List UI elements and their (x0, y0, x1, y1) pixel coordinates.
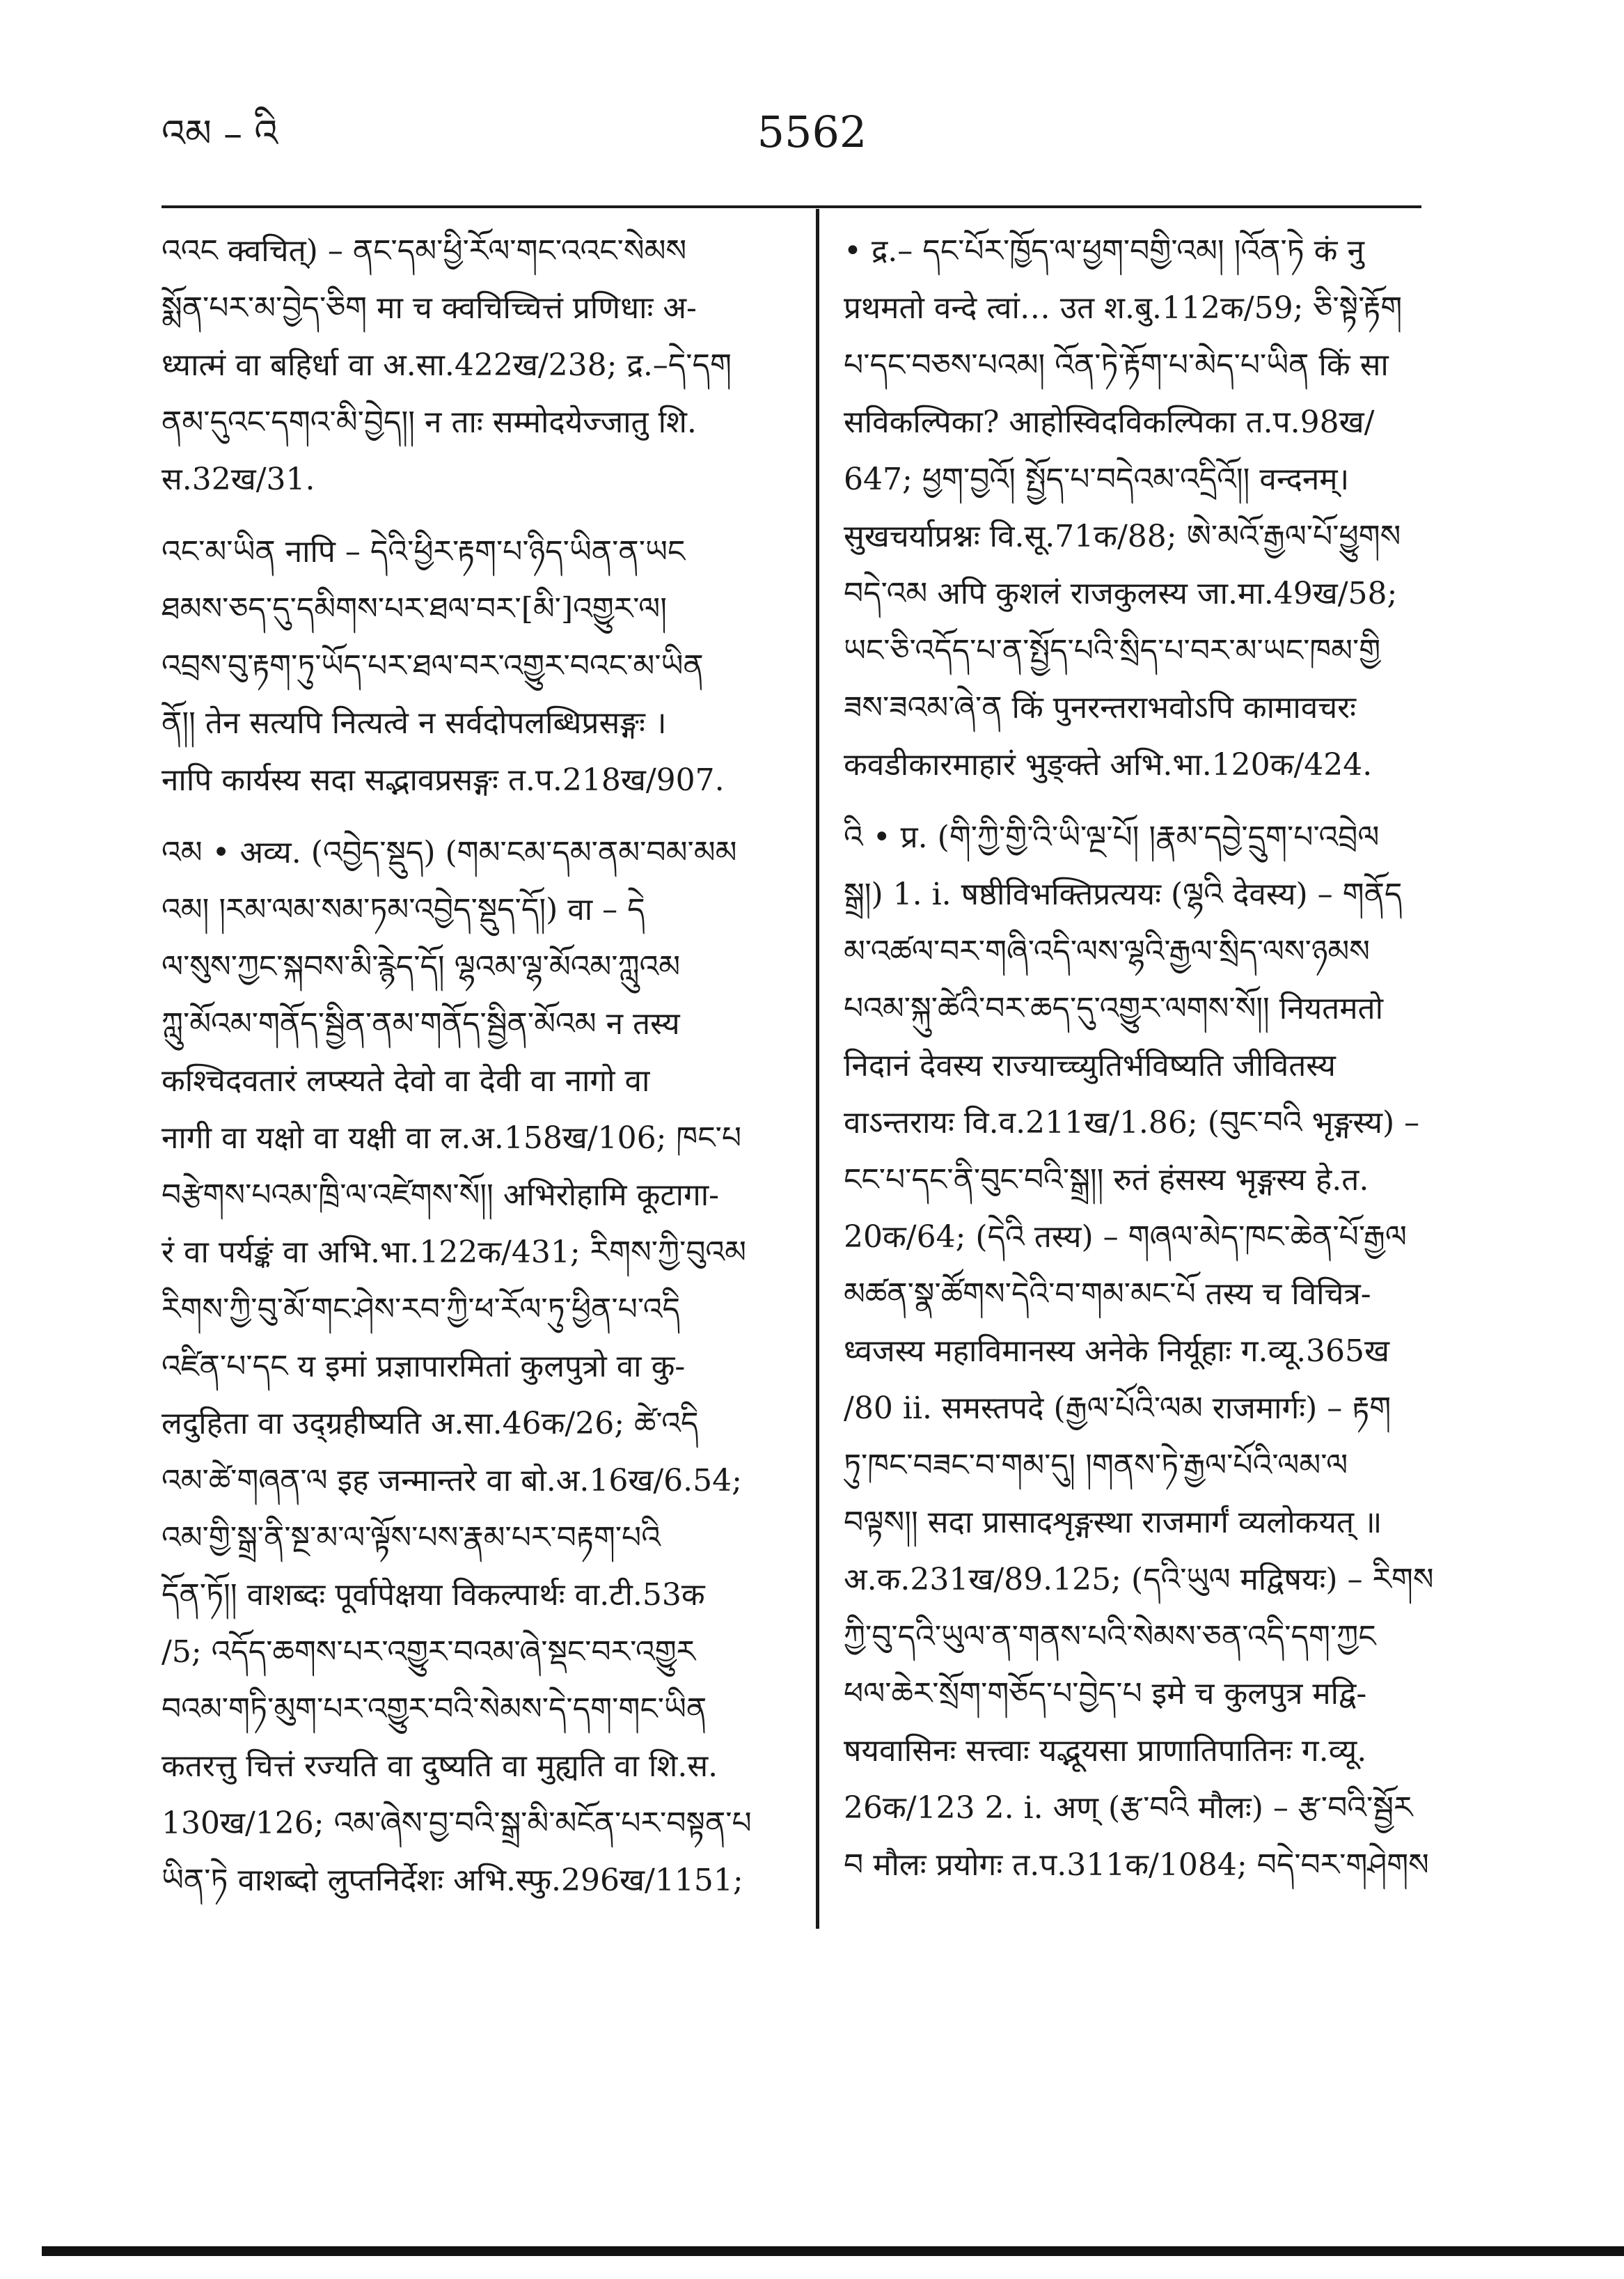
text-line: འཛིན་པ་དང य इमां प्रज्ञापारमितां कुलपुत्रो वा कु- (161, 1349, 686, 1384)
text-line: वाऽन्तरायः वि.व.211ख/1.86; (བུང་བའི भृङ्गस्य) – (844, 1105, 1420, 1141)
entry-paragraph (161, 223, 819, 508)
text-line: /5; འདོད་ཆགས་པར་འགྱུར་བའམ་ཞེ་སྡང་བར་འགྱུར (161, 1634, 696, 1670)
text-line: ཡང་ཅི་འདོད་པ་ན་སྤྱོད་པའི་སྲིད་པ་བར་མ་ཡང་ཁམ་གྱི (844, 633, 1381, 668)
text-line: སྨོན་པར་མ་བྱེད་ཅིག मा च क्वचिच्चित्तं प्रणिधाः अ- (161, 290, 697, 326)
text-line: ཕལ་ཆེར་སྲོག་གཅོད་པ་བྱེད་པ इमे च कुलपुत्र मद्वि- (844, 1676, 1367, 1712)
text-line: ལ་སུས་ཀྱང་སྐབས་མི་རྙེད་དོ། ལྷའམ་ལྷ་མོའམ་ཀླུའམ (161, 949, 681, 985)
paragraph-gap (161, 809, 819, 824)
running-head: འམ – འི (161, 111, 278, 155)
entry-paragraph (161, 824, 819, 1909)
text-line: བ मौलः प्रयोगः त.प.311क/1084; བདེ་བར་གཤེགས (844, 1847, 1429, 1883)
text-line: 647; ཕྱག་བྱའོ། སྤྱོད་པ་བདེའམ་འདྲིའོ།། वन्दनम्। (844, 462, 1350, 497)
text-line: བའམ་གཏི་མུག་པར་འགྱུར་བའི་སེམས་དེ་དག་གང་ཡིན (161, 1691, 707, 1727)
text-line: प्रथमतो वन्दे त्वां… उत श.बु.112क/59; ཅི་སྟེ་རྟོག (844, 290, 1403, 326)
text-line: नापि कार्यस्य सदा सद्भावप्रसङ्गः त.प.218ख/907. (161, 762, 725, 798)
entry-paragraph (161, 524, 819, 809)
text-line: 26क/123 2. i. अण् (རྩ་བའི मौलः) – རྩ་བའི་སྦྱོར (844, 1790, 1413, 1826)
text-line: स.32ख/31. (161, 462, 315, 497)
text-line: སྒྲ།) 1. i. षष्ठीविभक्तिप्रत्ययः (ལྷའི देवस्य) – གནོད (844, 877, 1403, 912)
text-line: ནམ་དུའང་དགའ་མི་བྱེད།། न ताः सम्मोदयेज्जातु शि. (161, 405, 697, 440)
text-line: कतरत्तु चित्तं रज्यति वा दुष्यति वा मुह्यति वा शि.स. (161, 1748, 718, 1784)
headword-line: འི • प्र. (གི་ཀྱི་གྱི་འི་ཡི་ལྔ་པོ། །རྣམ་དབྱེ་དྲུག་པ་འབྲེལ (844, 820, 1380, 855)
text-line: བདེ་འམ अपि कुशलं राजकुलस्य जा.मा.49ख/58; (844, 576, 1398, 611)
text-line: 130ख/126; འམ་ཞེས་བྱ་བའི་སྒྲ་མི་མངོན་པར་བསྟན་པ (161, 1806, 752, 1841)
text-line: कवडीकारमाहारं भुङ्क्ते अभि.भा.120क/424. (844, 747, 1373, 783)
text-line: षयवासिनः सत्त्वाः यद्भूयसा प्राणातिपातिनः ग.व्यू. (844, 1733, 1367, 1769)
text-line: कश्चिदवतारं लप्स्यते देवो वा देवी वा नागो वा (161, 1063, 650, 1099)
text-line: ཀྱི་བུ་དའི་ཡུལ་ན་གནས་པའི་སེམས་ཅན་འདི་དག་ཀྱང (844, 1619, 1376, 1654)
text-line: འམ། །རམ་ལམ་སམ་ཏམ་འབྱེད་སྡུད་དོ།) वा – དེ (161, 892, 645, 927)
bottom-rule (42, 2246, 1624, 2256)
text-line: འའང क्वचित्) – ནང་དམ་ཕྱི་རོལ་གང་འའང་སེམས (161, 233, 687, 269)
text-line: ཀླུ་མོའམ་གནོད་སྦྱིན་ནམ་གནོད་སྦྱིན་མོའམ न तस्य (161, 1006, 680, 1042)
text-line: བལྟས།། सदा प्रासादशृङ्गस्था राजमार्गं व्यलोकयत् ॥ (844, 1505, 1382, 1540)
text-line: अ.क.231ख/89.125; (དའི་ཡུལ मद्विषयः) – རིགས (844, 1562, 1434, 1597)
text-line: • द्र.– དང་པོར་ཁྱོད་ལ་ཕྱག་བགྱི་འམ། །འོན་ཏེ कं नु (844, 233, 1364, 269)
text-line: འང་མ་ཡིན नापि – དེའི་ཕྱིར་རྟག་པ་ཉིད་ཡིན་ན་ཡང (161, 534, 686, 570)
text-line: निदानं देवस्य राज्याच्च्युतिर्भविष्यति जीवितस्य (844, 1048, 1336, 1083)
text-line: རིགས་ཀྱི་བུ་མོ་གང་ཤེས་རབ་ཀྱི་ཕ་རོལ་ཏུ་ཕྱིན་པ་འདི (161, 1292, 680, 1327)
text-line: नागी वा यक्षो वा यक्षी वा ल.अ.158ख/106; ཁང་པ (161, 1120, 742, 1156)
text-line: དོན་ཏོ།། वाशब्दः पूर्वापेक्षया विकल्पार्थः वा.टी.53क (161, 1577, 705, 1613)
text-line: ངང་པ་དང་ནི་བུང་བའི་སྒྲ།། रुतं हंसस्य भृङ्गस्य हे.त. (844, 1162, 1369, 1198)
text-line: འབྲས་བུ་རྟག་ཏུ་ཡོད་པར་ཐལ་བར་འགྱུར་བའང་མ་ཡིན (161, 648, 704, 684)
text-line: མཚན་སྣ་ཚོགས་དེའི་བ་གམ་མང་པོ तस्य च विचित्र- (844, 1276, 1371, 1312)
text-line: /80 ii. समस्तपदे (རྒྱལ་པོའི་ལམ राजमार्गः) – རྟག (844, 1391, 1392, 1426)
paragraph-gap (844, 794, 1501, 809)
text-line: འམ་ཚེ་གཞན་ལ इह जन्मान्तरे वा बो.अ.16ख/6.54; (161, 1463, 742, 1498)
text-line: रं वा पर्यङ्कं वा अभि.भा.122क/431; རིགས་ཀྱི་བུའམ (161, 1235, 747, 1270)
header-rule (161, 205, 1421, 208)
text-line: ཏུ་ཁང་བཟང་བ་གམ་དུ། །གནས་ཏེ་རྒྱལ་པོའི་ལམ་ལ (844, 1448, 1348, 1483)
text-line: ཐམས་ཅད་དུ་དམིགས་པར་ཐལ་བར་[མི་]འགྱུར་ལ། (161, 591, 668, 627)
text-line: འམ་གྱི་སྒྲ་ནི་སྔ་མ་ལ་ལྟོས་པས་རྣམ་པར་བརྟག་པའི (161, 1520, 661, 1556)
text-line: ནོ།། तेन सत्यपि नित्यत्वे न सर्वदोपलब्धिप्रसङ्गः । (161, 705, 667, 741)
text-line: མ་འཚལ་བར་གཞི་འདི་ལས་ལྷའི་རྒྱལ་སྲིད་ལས་ཉམས (844, 934, 1370, 969)
text-line: ཡིན་ཏེ वाशब्दो लुप्तनिर्देशः अभि.स्फु.296ख/1151; (161, 1863, 743, 1898)
text-line: सुखचर्याप्रश्नः वि.सू.71क/88; ཨེ་མའོ་རྒྱལ་པོ་ཕྱུགས (844, 519, 1401, 554)
text-line: ध्वजस्य महाविमानस्य अनेके निर्यूहाः ग.व्यू.365ख (844, 1333, 1390, 1369)
text-line: 20क/64; (དེའི तस्य) – གཞལ་མེད་ཁང་ཆེན་པོ་རྒྱལ (844, 1219, 1407, 1255)
text-line: པ་དང་བཅས་པའམ། འོན་ཏེ་རྟོག་པ་མེད་པ་ཡིན किं सा (844, 347, 1389, 383)
text-line: བརྩེགས་པའམ་ཁྲི་ལ་འཛེགས་སོ།། अभिरोहामि कूटागा- (161, 1177, 720, 1213)
headword-line: འམ • अव्य. (འབྱེད་སྡུད) (གམ་ངམ་དམ་ནམ་བམ་མམ (161, 835, 737, 870)
text-line: लदुहिता वा उद्ग्रहीष्यति अ.सा.46क/26; ཚེ་འདི (161, 1406, 699, 1441)
entry-paragraph (844, 809, 1501, 1894)
right-column (844, 223, 1501, 1894)
page-number: 5562 (757, 107, 867, 157)
text-line: ध्यात्मं वा बहिर्धा वा अ.सा.422ख/238; द्र.–དེ་དག (161, 347, 732, 383)
paragraph-gap (161, 508, 819, 524)
left-column (161, 223, 819, 1909)
text-line: ཟས་ཟའམ་ཞེ་ན किं पुनरन्तराभवोऽपि कामावचरः (844, 690, 1357, 726)
text-line: सविकल्पिका? आहोस्विदविकल्पिका त.प.98ख/ (844, 405, 1375, 440)
entry-paragraph (844, 223, 1501, 794)
text-line: པའམ་སྐུ་ཚེའི་བར་ཆད་དུ་འགྱུར་ལགས་སོ།། नियतमतो (844, 991, 1384, 1026)
